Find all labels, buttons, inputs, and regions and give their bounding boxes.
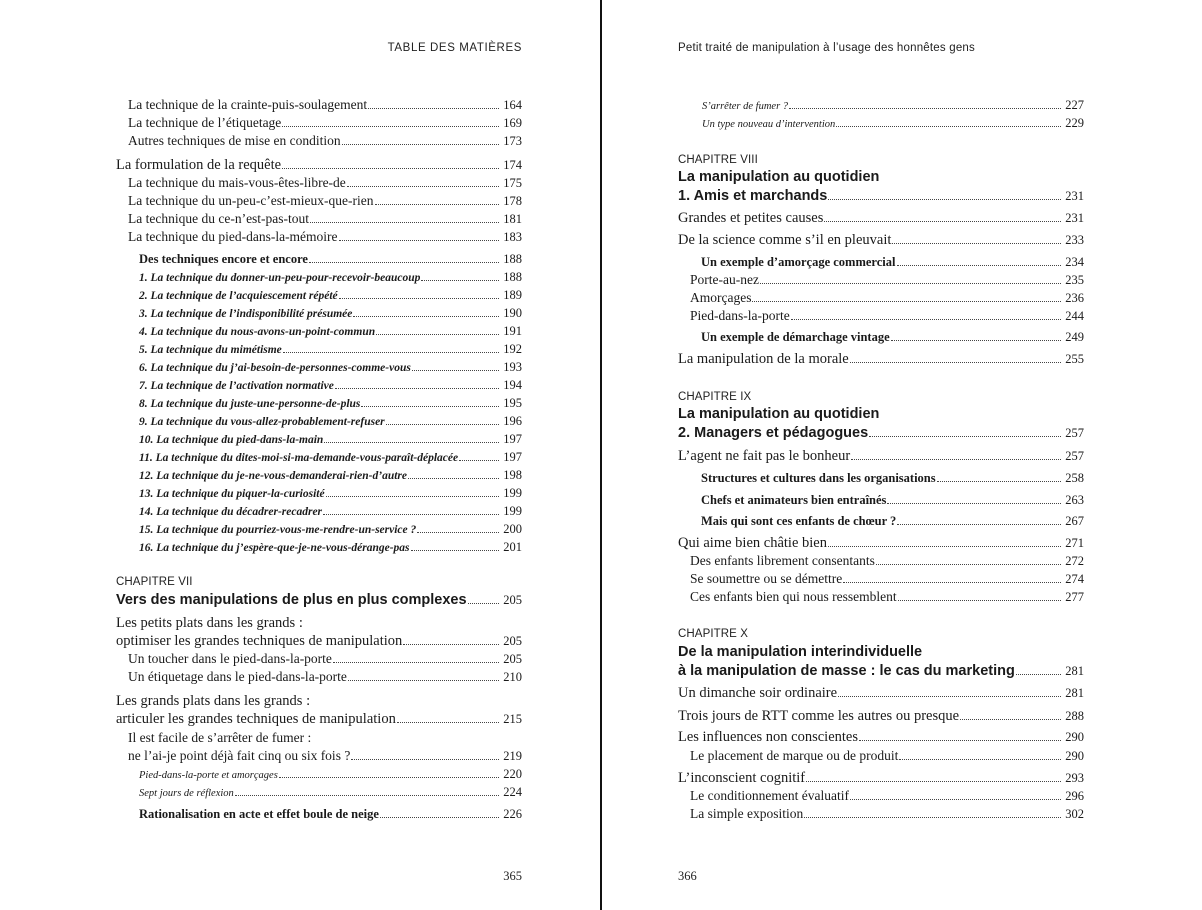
chapter-title: De la manipulation interindividuelle <box>678 644 923 660</box>
toc-entry: Les petits plats dans les grands : <box>116 615 303 631</box>
toc-entry: 15. La technique du pourriez-vous-me-rendre-un-service ? 200 <box>139 522 522 536</box>
chapter-title: Vers des manipulations de plus en plus complexes 205 <box>116 592 522 608</box>
toc-entry: 2. La technique de l’acquiescement répété 189 <box>139 288 522 302</box>
toc-entry: 4. La technique du nous-avons-un-point-commun 191 <box>139 324 522 338</box>
running-head: TABLE DES MATIÈRES <box>387 42 522 54</box>
toc-entry: Un type nouveau d’intervention 229 <box>702 116 1084 130</box>
toc-entry: Le placement de marque ou de produit 290 <box>690 748 1084 763</box>
toc-entry: Mais qui sont ces enfants de chœur ? 267 <box>701 514 1084 528</box>
chapter-subtitle: 1. Amis et marchands 231 <box>678 188 1084 204</box>
toc-entry: Qui aime bien châtie bien 271 <box>678 535 1084 551</box>
toc-entry: 1. La technique du donner-un-peu-pour-recevoir-beaucoup 188 <box>139 270 522 284</box>
toc-entry: 9. La technique du vous-allez-probablement-refuser 196 <box>139 414 522 428</box>
toc-entry: 14. La technique du décadrer-recadrer 199 <box>139 504 522 518</box>
toc-entry: 11. La technique du dites-moi-si-ma-demande-vous-paraît-déplacée 197 <box>139 450 522 464</box>
chapter-subtitle: à la manipulation de masse : le cas du marketing 281 <box>678 663 1084 679</box>
toc-entry: La manipulation de la morale 255 <box>678 351 1084 367</box>
toc-entry: Un toucher dans le pied-dans-la-porte 205 <box>128 651 522 666</box>
toc-entry: Pied-dans-la-porte et amorçages 220 <box>139 767 522 781</box>
chapter-title: La manipulation au quotidien <box>678 169 880 185</box>
toc-entry: Un exemple d’amorçage commercial 234 <box>701 255 1084 269</box>
toc-entry: Des techniques encore et encore 188 <box>139 252 522 266</box>
toc-entry: Pied-dans-la-porte 244 <box>690 308 1084 323</box>
toc-entry: 7. La technique de l’activation normative 194 <box>139 378 522 392</box>
toc-entry: Le conditionnement évaluatif 296 <box>690 788 1084 803</box>
left-page <box>0 0 600 910</box>
toc-entry: Un dimanche soir ordinaire 281 <box>678 685 1084 701</box>
toc-entry: La technique de la crainte-puis-soulagement 164 <box>128 97 522 112</box>
chapter-title: La manipulation au quotidien <box>678 406 880 422</box>
toc-list <box>0 0 600 910</box>
running-head: Petit traité de manipulation à l’usage des honnêtes gens <box>678 42 975 54</box>
toc-entry: La technique du mais-vous-êtes-libre-de 175 <box>128 175 522 190</box>
toc-entry: Sept jours de réflexion 224 <box>139 785 522 799</box>
toc-entry: Un étiquetage dans le pied-dans-la-porte 210 <box>128 669 522 684</box>
toc-entry: Se soumettre ou se démettre 274 <box>690 571 1084 586</box>
toc-entry: Chefs et animateurs bien entraînés 263 <box>701 493 1084 507</box>
right-page <box>602 0 1202 910</box>
page-number: 366 <box>678 869 697 883</box>
chapter-label: CHAPITRE IX <box>678 391 752 403</box>
toc-entry: Les grands plats dans les grands : <box>116 693 311 709</box>
toc-entry: La technique de l’étiquetage 169 <box>128 115 522 130</box>
toc-entry: La technique du pied-dans-la-mémoire 183 <box>128 229 522 244</box>
chapter-label: CHAPITRE X <box>678 628 749 640</box>
toc-entry: S’arrêter de fumer ? 227 <box>702 98 1084 112</box>
toc-entry: La technique du un-peu-c’est-mieux-que-rien 178 <box>128 193 522 208</box>
toc-entry: Porte-au-nez 235 <box>690 272 1084 287</box>
toc-entry: Amorçages 236 <box>690 290 1084 305</box>
toc-entry: Autres techniques de mise en condition 173 <box>128 133 522 148</box>
chapter-subtitle: 2. Managers et pédagogues 257 <box>678 425 1084 441</box>
toc-entry: 12. La technique du je-ne-vous-demanderai-rien-d’autre 198 <box>139 468 522 482</box>
toc-entry: Ces enfants bien qui nous ressemblent 277 <box>690 589 1084 604</box>
toc-entry: De la science comme s’il en pleuvait 233 <box>678 232 1084 248</box>
toc-entry: 5. La technique du mimétisme 192 <box>139 342 522 356</box>
toc-entry: Des enfants librement consentants 272 <box>690 553 1084 568</box>
toc-entry: ne l’ai-je point déjà fait cinq ou six fois ? 219 <box>128 748 522 763</box>
toc-entry: La simple exposition 302 <box>690 806 1084 821</box>
toc-entry: 3. La technique de l’indisponibilité présumée 190 <box>139 306 522 320</box>
toc-entry: 10. La technique du pied-dans-la-main 197 <box>139 432 522 446</box>
toc-entry: Trois jours de RTT comme les autres ou presque 288 <box>678 708 1084 724</box>
toc-entry: L’agent ne fait pas le bonheur 257 <box>678 448 1084 464</box>
toc-entry: La formulation de la requête 174 <box>116 157 522 173</box>
toc-entry: Il est facile de s’arrêter de fumer : <box>128 730 312 745</box>
toc-entry: articuler les grandes techniques de manipulation 215 <box>116 711 522 727</box>
toc-entry: Grandes et petites causes 231 <box>678 210 1084 226</box>
toc-entry: 6. La technique du j’ai-besoin-de-personnes-comme-vous 193 <box>139 360 522 374</box>
toc-entry: Structures et cultures dans les organisations 258 <box>701 471 1084 485</box>
toc-entry: 16. La technique du j’espère-que-je-ne-vous-dérange-pas 201 <box>139 540 522 554</box>
toc-entry: La technique du ce-n’est-pas-tout 181 <box>128 211 522 226</box>
toc-entry: Rationalisation en acte et effet boule de neige 226 <box>139 807 522 821</box>
toc-entry: L’inconscient cognitif 293 <box>678 770 1084 786</box>
toc-entry: 8. La technique du juste-une-personne-de-plus 195 <box>139 396 522 410</box>
page-number: 365 <box>503 869 522 883</box>
chapter-label: CHAPITRE VII <box>116 576 193 588</box>
toc-list <box>602 0 1202 910</box>
toc-entry: optimiser les grandes techniques de manipulation 205 <box>116 633 522 649</box>
toc-entry: Les influences non conscientes 290 <box>678 729 1084 745</box>
toc-entry: 13. La technique du piquer-la-curiosité 199 <box>139 486 522 500</box>
toc-entry: Un exemple de démarchage vintage 249 <box>701 330 1084 344</box>
chapter-label: CHAPITRE VIII <box>678 154 758 166</box>
